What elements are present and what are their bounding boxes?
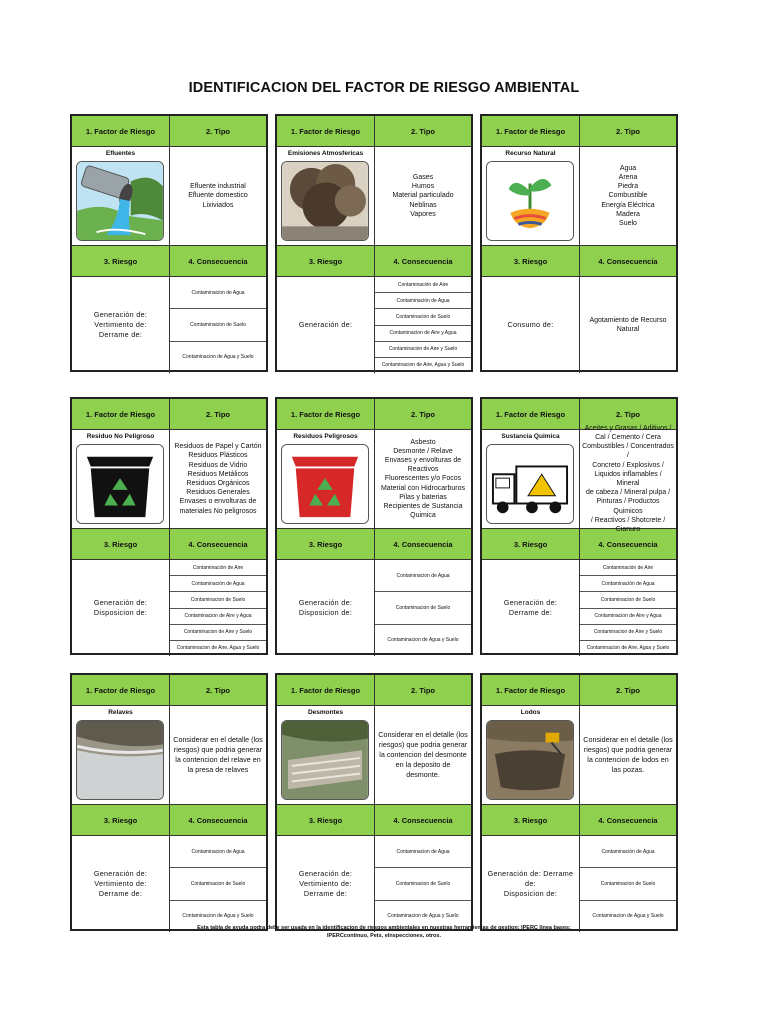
factor-cell: [72, 706, 170, 804]
header-tipo: 2. Tipo: [170, 116, 266, 146]
riesgo-item: Generación de:: [93, 598, 148, 607]
card-factor-row: [72, 430, 266, 529]
chemical-truck-icon: [486, 444, 574, 524]
consecuencia-item: Contaminación de Agua: [375, 293, 471, 309]
tipo-item: Residuos Plásticos: [188, 452, 248, 460]
header-factor: 1. Factor de Riesgo: [72, 116, 170, 146]
factor-name: Residuos Peligrosos: [293, 433, 358, 440]
card-factor-row: [482, 424, 676, 534]
factor-cell: [72, 147, 170, 245]
factor-name: Efluentes: [105, 150, 136, 157]
riesgo-cell: [72, 277, 170, 373]
card-header-row: [72, 399, 266, 430]
consecuencia-item: Contaminación de Agua: [580, 576, 676, 592]
card-risk-row: [277, 836, 471, 932]
riesgo-cell: [482, 560, 580, 656]
card-header-row-2: [277, 529, 471, 560]
tipo-item: Suelo: [619, 220, 637, 227]
consecuencia-item: Contaminacion de Aire y Suelo: [580, 625, 676, 641]
riesgo-list: [279, 836, 372, 932]
risk-card: [70, 673, 268, 931]
consecuencia-cell: [375, 560, 471, 656]
factor-name: Desmontes: [307, 709, 344, 716]
tipo-item: Agua: [619, 164, 637, 172]
riesgo-item: Generación de:: [298, 320, 353, 329]
riesgo-item: Generación de:: [93, 869, 148, 878]
tipo-item: Recipientes de Sustancia: [383, 503, 463, 510]
header-factor: 1. Factor de Riesgo: [72, 399, 170, 429]
card-factor-row: [72, 706, 266, 805]
consecuencia-item: Contaminacion de Aire y Suelo: [170, 625, 266, 641]
card-header-row-2: [72, 246, 266, 277]
header-tipo: 2. Tipo: [580, 116, 676, 146]
factor-name: Emisiones Atmosfericas: [287, 150, 364, 157]
tipo-item: Residuos Orgánicos: [186, 480, 250, 487]
consecuencia-item: Contaminación de Aire: [170, 560, 266, 576]
risk-card: [275, 673, 473, 931]
consecuencia-cell: [170, 560, 266, 656]
tipo-cell: [375, 147, 471, 245]
tipo-cell: [580, 706, 676, 804]
riesgo-item: Generación de:: [503, 598, 558, 607]
risk-card: [480, 673, 678, 931]
header-tipo: 2. Tipo: [375, 675, 471, 705]
tipo-item: Material con Hidrocarburos: [380, 484, 466, 492]
header-consecuencia: 4. Consecuencia: [375, 805, 471, 835]
consecuencia-item: Contaminacion de Aire y Agua: [170, 609, 266, 625]
riesgo-item: Generación de:: [298, 869, 353, 878]
factor-cell: [277, 430, 375, 528]
tipo-list: [172, 147, 264, 245]
tipo-item: Reactivos: [407, 466, 439, 474]
tipo-item: Energía Eléctrica: [601, 201, 655, 209]
card-header-row-2: [482, 246, 676, 277]
consecuencia-list: [580, 560, 676, 656]
factor-cell: [482, 147, 580, 245]
tipo-description: Considerar en el detalle (los riesgos) que podria generar la contencion de lodos en las pozas.: [583, 735, 673, 774]
factor-cell: [482, 706, 580, 804]
tipo-item: Envases o envolturas de: [179, 498, 257, 506]
header-consecuencia: 4. Consecuencia: [580, 529, 676, 559]
tipo-description: Considerar en el detalle (los riesgos) que podria generar la contencion del desmonte en la deposito de desmonte.: [378, 730, 468, 779]
riesgo-item: Vertimiento de:: [299, 879, 352, 888]
tipo-list: [582, 147, 674, 245]
header-consecuencia: 4. Consecuencia: [375, 529, 471, 559]
red-recycling-bin-icon: [281, 444, 369, 524]
riesgo-item: Derrame de:: [98, 889, 143, 898]
consecuencia-item: Contaminacion de Agua: [170, 836, 266, 868]
card-risk-row: [482, 836, 676, 932]
factor-name: Relaves: [108, 709, 133, 716]
tipo-cell: [375, 430, 471, 528]
consecuencia-item: Contaminacion de Aire y Agua: [375, 326, 471, 342]
card-risk-row: [482, 560, 676, 656]
tipo-item: Piedra: [617, 183, 639, 191]
consecuencia-list: [170, 277, 266, 373]
card-factor-row: [277, 147, 471, 246]
tipo-cell: [580, 147, 676, 245]
riesgo-cell: [72, 560, 170, 656]
factor-cell: [277, 147, 375, 245]
header-tipo: 2. Tipo: [170, 675, 266, 705]
riesgo-item: Generación de:: [93, 310, 148, 319]
consecuencia-item: Contaminacion de Agua: [375, 560, 471, 592]
card-header-row-2: [277, 805, 471, 836]
tipo-item: Efluente industrial: [190, 183, 246, 191]
consecuencia-item: Contaminacion de Aire, Agua y Suelo: [586, 645, 670, 652]
riesgo-list: [74, 836, 167, 932]
consecuencia-item: Contaminacion de Suelo: [375, 868, 471, 900]
riesgo-list: [484, 277, 577, 373]
tipo-cell: [580, 424, 676, 534]
consecuencia-list: [375, 560, 471, 656]
riesgo-list: [484, 560, 577, 656]
consecuencia-item: Contaminacion de Agua y Suelo: [182, 913, 254, 920]
tipo-item: de cabeza / Mineral pulpa /: [585, 489, 671, 497]
tipo-item: Asbesto: [410, 438, 436, 446]
riesgo-list: [279, 277, 372, 373]
card-header-row: [277, 675, 471, 706]
card-header-row-2: [72, 529, 266, 560]
tipo-item: Arena: [618, 173, 638, 181]
consecuencia-item: Contaminacion de Agua: [375, 836, 471, 868]
header-consecuencia: 4. Consecuencia: [170, 529, 266, 559]
tipo-list: [172, 430, 264, 528]
tipo-item: / Reactivos / Shotcrete /: [590, 516, 666, 524]
riesgo-item: Derrame de:: [508, 608, 553, 617]
card-header-row: [277, 399, 471, 430]
header-riesgo: 3. Riesgo: [277, 805, 375, 835]
tipo-item: materiales No peligrosos: [179, 507, 257, 515]
tipo-description: Considerar en el detalle (los riesgos) que podria generar la contencion del relave en la presa de relaves: [173, 735, 263, 774]
header-tipo: 2. Tipo: [170, 399, 266, 429]
header-factor: 1. Factor de Riesgo: [277, 399, 375, 429]
card-risk-row: [277, 277, 471, 373]
tipo-item: Pinturas / Productos Quimicos: [596, 498, 660, 515]
factor-name: Lodos: [520, 709, 541, 716]
tailings-dam-icon: [76, 720, 164, 800]
header-factor: 1. Factor de Riesgo: [482, 675, 580, 705]
consecuencia-item: Contaminacion de Aire, Agua y Suelo: [176, 645, 260, 652]
riesgo-list: [74, 560, 167, 656]
tipo-item: Efluente domestico: [188, 192, 248, 200]
consecuencia-item: Contaminacion de Suelo: [375, 309, 471, 325]
card-factor-row: [277, 706, 471, 805]
riesgo-list: [74, 277, 167, 373]
header-consecuencia: 4. Consecuencia: [580, 805, 676, 835]
consecuencia-list: [580, 836, 676, 932]
riesgo-item: Disposicion de:: [298, 608, 353, 617]
header-riesgo: 3. Riesgo: [72, 246, 170, 276]
consecuencia-item: Contaminacion de Suelo: [170, 592, 266, 608]
tipo-item: Residuos Metálicos: [187, 470, 249, 478]
tipo-item: Desmonte / Relave: [393, 447, 453, 455]
riesgo-list: [279, 560, 372, 656]
factor-name: Residuo No Peligroso: [86, 433, 155, 440]
riesgo-item: Generación de: Derrame de:: [487, 869, 574, 888]
consecuencia-item: Contaminacion de Agua y Suelo: [592, 913, 664, 920]
tipo-item: Lixiviados: [202, 201, 234, 209]
tipo-item: Fluorescentes y/o Focos: [384, 475, 462, 483]
header-riesgo: 3. Riesgo: [482, 246, 580, 276]
header-factor: 1. Factor de Riesgo: [277, 116, 375, 146]
header-tipo: 2. Tipo: [580, 675, 676, 705]
header-consecuencia: 4. Consecuencia: [580, 246, 676, 276]
page-title: IDENTIFICACION DEL FACTOR DE RIESGO AMBIENTAL: [188, 80, 580, 96]
consecuencia-cell: [580, 560, 676, 656]
header-riesgo: 3. Riesgo: [72, 529, 170, 559]
consecuencia-list: [375, 836, 471, 932]
consecuencia-item: Contaminación de Aire: [375, 277, 471, 293]
risk-card: [70, 397, 268, 655]
pipe-effluent-icon: [76, 161, 164, 241]
factor-cell: [482, 430, 580, 528]
sludge-pond-icon: [486, 720, 574, 800]
card-factor-row: [482, 147, 676, 246]
header-consecuencia: 4. Consecuencia: [375, 246, 471, 276]
riesgo-item: Disposicion de:: [503, 889, 558, 898]
card-factor-row: [72, 147, 266, 246]
factor-name: Recurso Natural: [505, 150, 556, 157]
card-risk-row: [72, 277, 266, 373]
riesgo-item: Derrame de:: [98, 330, 143, 339]
tipo-item: Combustibles / Concentrados /: [582, 443, 674, 460]
card-risk-row: [277, 560, 471, 656]
consecuencia-cell: [375, 277, 471, 373]
card-header-row: [72, 116, 266, 147]
tipo-item: Madera: [616, 210, 640, 218]
footer-note: [0, 924, 768, 940]
card-header-row-2: [277, 246, 471, 277]
consecuencia-item: Contaminacion de Suelo: [375, 592, 471, 624]
header-factor: 1. Factor de Riesgo: [482, 116, 580, 146]
riesgo-cell: [482, 277, 580, 373]
card-risk-row: [72, 836, 266, 932]
header-tipo: 2. Tipo: [580, 399, 676, 429]
tipo-item: Cianuro: [615, 526, 641, 534]
tipo-item: Pilas y baterias: [399, 493, 447, 501]
header-riesgo: 3. Riesgo: [277, 246, 375, 276]
tipo-item: Neblinas: [409, 201, 437, 209]
riesgo-item: Consumo de:: [507, 320, 554, 329]
card-header-row-2: [72, 805, 266, 836]
riesgo-cell: [72, 836, 170, 932]
riesgo-list: [484, 836, 577, 932]
factor-name: Sustancia Quimica: [501, 433, 560, 440]
consecuencia-cell: [170, 277, 266, 373]
card-header-row: [482, 116, 676, 147]
card-header-row-2: [482, 805, 676, 836]
header-tipo: 2. Tipo: [375, 399, 471, 429]
header-tipo: 2. Tipo: [375, 116, 471, 146]
header-consecuencia: 4. Consecuencia: [170, 246, 266, 276]
consecuencia-item: Contaminación de Agua: [170, 576, 266, 592]
smoke-emission-icon: [281, 161, 369, 241]
consecuencia-item: Contaminacion de Aire, Agua y Suelo: [381, 362, 465, 369]
riesgo-cell: [277, 560, 375, 656]
consecuencia-cell: [580, 277, 676, 373]
header-consecuencia: 4. Consecuencia: [170, 805, 266, 835]
tipo-item: Quimica: [410, 512, 436, 520]
consecuencia-text: Agotamiento de Recurso Natural: [589, 316, 667, 333]
card-header-row: [482, 675, 676, 706]
risk-card: [275, 397, 473, 655]
riesgo-item: Disposicion de:: [93, 608, 148, 617]
tipo-item: Envases y envolturas de: [384, 456, 462, 464]
tipo-item: Residuos Generales: [186, 489, 250, 497]
card-factor-row: [277, 430, 471, 529]
riesgo-item: Vertimiento de:: [94, 879, 147, 888]
card-risk-row: [72, 560, 266, 656]
tipo-list: [377, 147, 469, 245]
riesgo-item: Generación de:: [298, 598, 353, 607]
consecuencia-cell: [375, 836, 471, 932]
tipo-cell: [170, 430, 266, 528]
tipo-item: Cal / Cemento / Cera: [595, 433, 661, 441]
riesgo-cell: [277, 836, 375, 932]
tipo-item: Gases: [412, 173, 434, 181]
header-riesgo: 3. Riesgo: [482, 529, 580, 559]
tipo-item: Liquidos inflamables / Mineral: [594, 470, 662, 487]
header-factor: 1. Factor de Riesgo: [482, 399, 580, 429]
consecuencia-item: Contaminacion de Aire y Agua: [580, 609, 676, 625]
consecuencia-item: Contaminacion de Agua y Suelo: [387, 913, 459, 920]
tipo-cell: [375, 706, 471, 804]
header-factor: 1. Factor de Riesgo: [72, 675, 170, 705]
tipo-item: Residuos de Papel y Cartón: [174, 443, 262, 451]
header-riesgo: 3. Riesgo: [482, 805, 580, 835]
waste-rock-dump-icon: [281, 720, 369, 800]
card-header-row: [72, 675, 266, 706]
black-recycling-bin-icon: [76, 444, 164, 524]
consecuencia-list: [375, 277, 471, 373]
riesgo-cell: [277, 277, 375, 373]
consecuencia-cell: [170, 836, 266, 932]
card-header-row-2: [482, 529, 676, 560]
footer-line-2: IPERCcontinuo, Pets, eInspecciones, otros.: [327, 933, 441, 939]
riesgo-cell: [482, 836, 580, 932]
header-riesgo: 3. Riesgo: [72, 805, 170, 835]
header-riesgo: 3. Riesgo: [277, 529, 375, 559]
tipo-item: Vapores: [410, 210, 436, 218]
factor-cell: [72, 430, 170, 528]
risk-card: [480, 114, 678, 372]
card-header-row: [277, 116, 471, 147]
tipo-cell: [170, 147, 266, 245]
risk-card: [275, 114, 473, 372]
plant-hand-icon: [486, 161, 574, 241]
tipo-item: Material particulado: [392, 192, 454, 200]
tipo-item: Humos: [411, 183, 435, 191]
tipo-cell: [170, 706, 266, 804]
tipo-list: [582, 424, 674, 534]
footer-line-1: Esta tabla de ayuda podra debe ser usada en la identificacion de riesgos ambientales en nuestras herramientas de gestion: IPERC linea bases;: [197, 925, 571, 931]
card-factor-row: [482, 706, 676, 805]
risk-card: [70, 114, 268, 372]
consecuencia-cell: [580, 836, 676, 932]
consecuencia-item: Contaminación de Aire: [580, 560, 676, 576]
riesgo-item: Vertimiento de:: [94, 320, 147, 329]
riesgo-item: Derrame de:: [303, 889, 348, 898]
consecuencia-item: Contaminacion de Agua y Suelo: [182, 354, 254, 361]
consecuencia-item: Contaminacion de Suelo: [170, 868, 266, 900]
tipo-item: Concreto / Explosivos /: [592, 461, 664, 469]
tipo-item: Aceites y Grasas / Aditivos /: [584, 424, 672, 432]
tipo-list: [377, 430, 469, 528]
card-risk-row: [482, 277, 676, 373]
consecuencia-list: [170, 836, 266, 932]
consecuencia-item: Contaminacion de Agua y Suelo: [387, 637, 459, 644]
consecuencia-item: Contaminación de Agua: [580, 836, 676, 868]
tipo-item: Combustible: [608, 192, 648, 200]
consecuencia-item: Contaminacion de Agua: [170, 277, 266, 309]
consecuencia-item: Contaminacion de Aire y Suelo: [375, 342, 471, 358]
risk-card: [480, 397, 678, 655]
consecuencia-item: Contaminacion de Suelo: [580, 592, 676, 608]
header-factor: 1. Factor de Riesgo: [277, 675, 375, 705]
consecuencia-item: Comtaminacion de Suelo: [170, 309, 266, 341]
factor-cell: [277, 706, 375, 804]
consecuencia-list: [170, 560, 266, 656]
consecuencia-item: Contaminacion de Suelo: [580, 868, 676, 900]
tipo-item: Residuos de Vidrio: [188, 461, 248, 469]
